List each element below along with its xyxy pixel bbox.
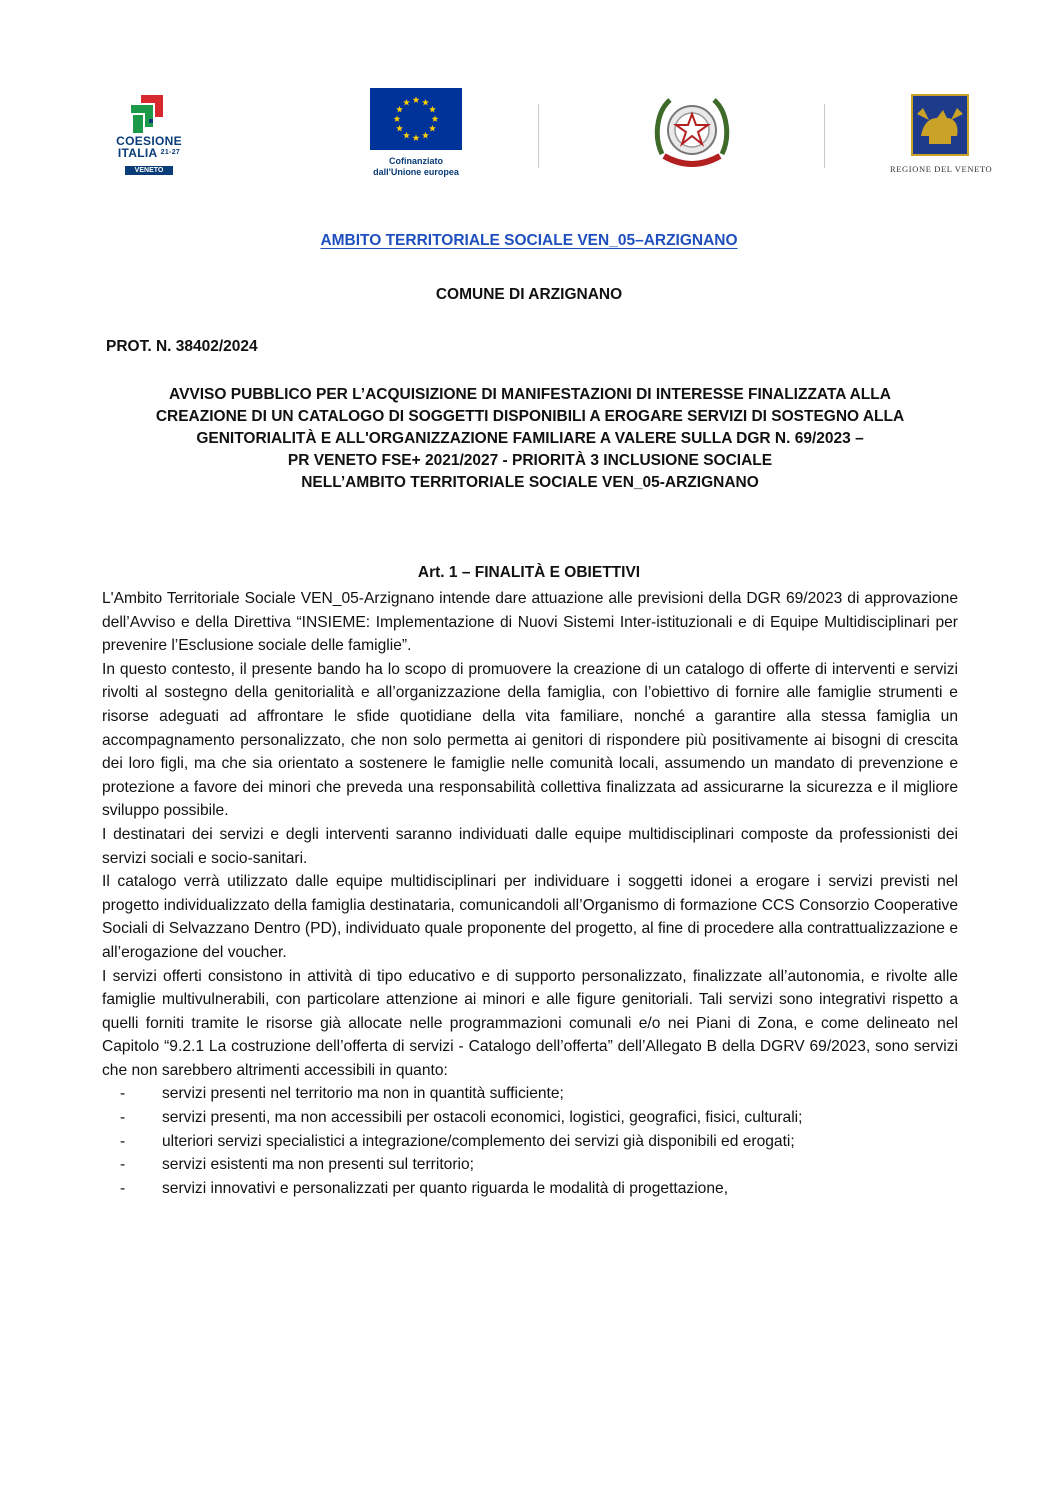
coesione-arrow-icon [119, 89, 179, 135]
list-item-text: ulteriori servizi specialistici a integrazione/complemento dei servizi già disponibili ed erogati; [162, 1132, 795, 1150]
bullet-marker: - [120, 1085, 126, 1103]
logo-divider [824, 104, 825, 168]
avviso-line: AVVISO PUBBLICO PER L’ACQUISIZIONE DI MANIFESTAZIONI DI INTERESSE FINALIZZATA ALLA [169, 386, 891, 403]
eu-star-icon [413, 96, 420, 103]
protocol-number: PROT. N. 38402/2024 [106, 338, 258, 355]
list-item-text: servizi presenti nel territorio ma non in quantità sufficiente; [162, 1085, 564, 1103]
regione-veneto-logo [890, 94, 993, 174]
coesione-italia-logo [114, 89, 184, 181]
list-item [102, 1106, 958, 1130]
eu-star-icon [429, 125, 436, 132]
paragraph: L'Ambito Territoriale Sociale VEN_05-Arzignano intende dare attuazione alle previsioni della DGR 69/2023 di approvazione dell’Avviso e della Direttiva “INSIEME: Implementazione di Nuovi Sistemi Inter-istituzionali e di Equipe Multidisciplinari per prevenire l’Esclusione sociale delle famiglie”. [102, 590, 958, 655]
eu-star-icon [413, 134, 420, 141]
bullet-marker: - [120, 1132, 126, 1150]
logo-divider [538, 104, 539, 168]
eu-star-icon [403, 132, 410, 139]
eu-star-icon [422, 99, 429, 106]
eu-star-icon [422, 132, 429, 139]
list-item-text: servizi innovativi e personalizzati per quanto riguarda le modalità di progettazione, [162, 1179, 729, 1197]
eu-star-icon [432, 115, 439, 122]
coesione-line2: ITALIA [117, 146, 158, 160]
coesione-line1: COESIONE [116, 134, 182, 148]
list-item-text: servizi esistenti ma non presenti sul territorio; [162, 1156, 474, 1174]
eu-caption-line2: dall'Unione europea [373, 167, 459, 177]
eu-star-icon [403, 99, 410, 106]
coesione-years: 21-27 [160, 149, 181, 156]
eu-star-icon [394, 115, 401, 122]
article-title: Art. 1 – FINALITÀ E OBIETTIVI [417, 564, 641, 581]
services-list [102, 1082, 958, 1200]
avviso-line: GENITORIALITÀ E ALL'ORGANIZZAZIONE FAMILIARE A VALERE SULLA DGR N. 69/2023 – [196, 430, 864, 447]
logo-strip [100, 86, 993, 186]
veneto-lion-icon [911, 94, 969, 156]
list-item [102, 1177, 958, 1201]
paragraph: I servizi offerti consistono in attività di tipo educativo e di supporto personalizzato, finalizzate all’autonomia, e rivolte alle famiglie multivulnerabili, con particolare attenzione ai minori e alle figure genitoriali. Tali servizi sono integrativi rispetto a quelli forniti tramite le risorse già allocate nelle programmazioni comunali e/o nei Piani di Zona, e come delineato nel Capitolo “9.2.1 La costruzione dell’offerta di servizi - Catalogo dell’offerta” dell’Allegato B della DGRV 69/2023, sono servizi che non sarebbero altrimenti accessibili in quanto: [102, 967, 958, 1079]
list-item [102, 1082, 958, 1106]
eu-flag-icon [370, 88, 462, 150]
avviso-line: NELL’AMBITO TERRITORIALE SOCIALE VEN_05-ARZIGNANO [301, 474, 759, 491]
avviso-line: CREAZIONE DI UN CATALOGO DI SOGGETTI DISPONIBILI A EROGARE SERVIZI DI SOSTEGNO ALLA [155, 408, 905, 425]
eu-star-icon [429, 106, 436, 113]
list-item-text: servizi presenti, ma non accessibili per ostacoli economici, logistici, geografici, fisici, culturali; [162, 1109, 803, 1127]
eu-cofinanced-logo [364, 88, 468, 178]
paragraph: In questo contesto, il presente bando ha lo scopo di promuovere la creazione di un catalogo di offerte di interventi e servizi rivolti al sostegno della genitorialità e all’organizzazione della famiglia, con l’obiettivo di fornire alle famiglie strumenti e risorse adeguati ad affrontare le sfide quotidiane della vita familiare, nonché a garantire alla stessa famiglia un accompagnamento personalizzato, che non solo permetta ai genitori di rispondere più positivamente ai bisogni di crescita dei loro figli, ma che sia orientato a sostenere le famiglie nelle comunità locali, assumendo un mandato di prevenzione e protezione a favore dei minori che preveda una responsabilità collettiva finalizzata ad assicurarne la sicurezza e il migliore sviluppo possibile. [102, 660, 958, 820]
ambito-heading: AMBITO TERRITORIALE SOCIALE VEN_05–ARZIGNANO [320, 232, 738, 249]
eu-caption-line1: Cofinanziato [389, 156, 443, 166]
paragraph: I destinatari dei servizi e degli interventi saranno individuati dalle equipe multidisciplinari composte da professionisti dei servizi sociali e socio-sanitari. [102, 825, 958, 867]
eu-star-icon [396, 125, 403, 132]
bullet-marker: - [120, 1179, 126, 1197]
eu-caption [364, 156, 468, 178]
veneto-caption: REGIONE DEL VENETO [890, 164, 993, 174]
bullet-marker: - [120, 1109, 126, 1127]
bullet-marker: - [120, 1156, 126, 1174]
avviso-line: PR VENETO FSE+ 2021/2027 - PRIORITÀ 3 INCLUSIONE SOCIALE [287, 452, 773, 469]
coesione-region: VENETO [125, 166, 174, 175]
avviso-title [100, 384, 960, 494]
list-item [102, 1153, 958, 1177]
eu-star-icon [396, 106, 403, 113]
paragraph: Il catalogo verrà utilizzato dalle equipe multidisciplinari per individuare i soggetti idonei a erogare i servizi previsti nel progetto individualizzato della famiglia destinataria, comunicandoli all’Organismo di formazione CCS Consorzio Cooperative Sociali di Selvazzano Dentro (PD), individuato quale proponente del progetto, al fine di procedere alla contrattualizzazione e all’erogazione del voucher. [102, 873, 958, 961]
italian-republic-emblem-icon [652, 90, 732, 174]
article-body [102, 587, 958, 1200]
comune-heading: COMUNE DI ARZIGNANO [435, 286, 623, 303]
coesione-line2-row [114, 147, 184, 159]
list-item [102, 1130, 958, 1154]
